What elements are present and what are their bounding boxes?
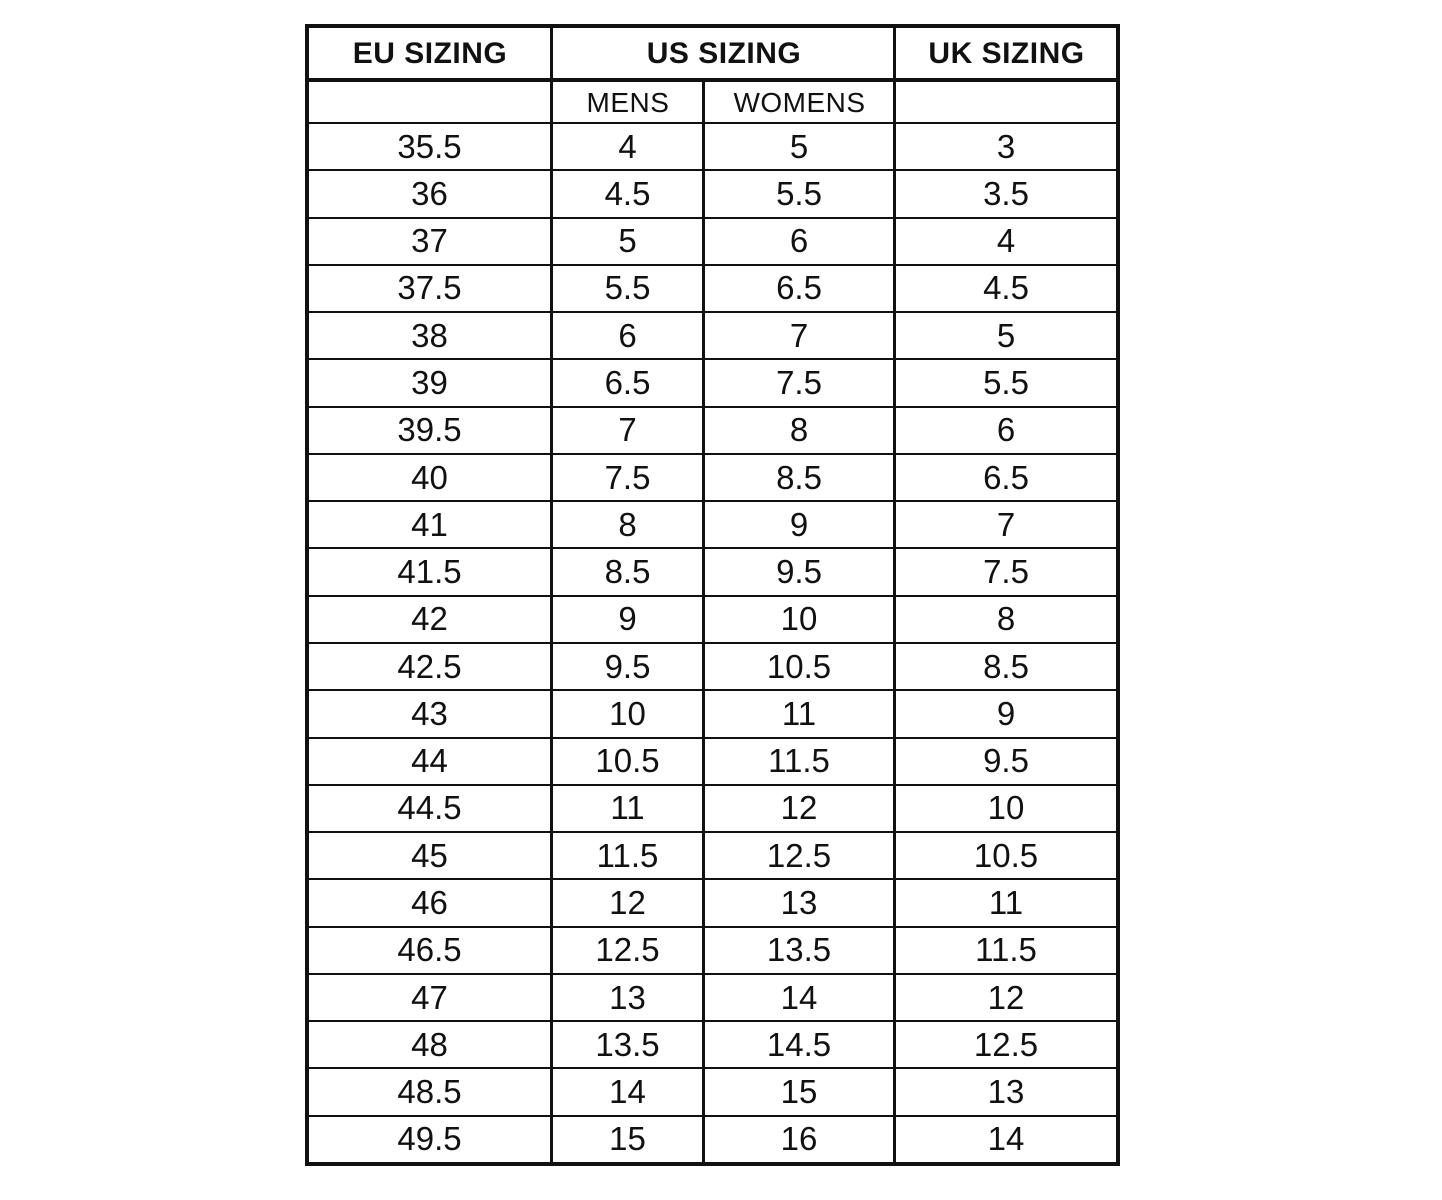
cell-eu: 35.5 [397, 127, 462, 165]
cell-eu: 42.5 [397, 647, 462, 685]
cell-us-mens: 6.5 [604, 363, 651, 401]
cell-us-womens: 9 [789, 505, 809, 543]
cell-us-womens: 7 [789, 316, 809, 354]
cell-us-womens: 6 [789, 222, 809, 260]
cell-uk: 4.5 [983, 269, 1029, 307]
cell-eu: 36 [411, 174, 448, 212]
cell-eu: 47 [411, 978, 448, 1016]
cell-us-womens: 12.5 [766, 836, 832, 874]
header-eu-sizing: EU SIZING [352, 37, 508, 70]
cell-eu: 44 [411, 742, 448, 780]
cell-uk: 7.5 [983, 553, 1029, 591]
cell-eu: 48.5 [397, 1073, 462, 1111]
cell-uk: 9 [996, 694, 1016, 732]
cell-us-womens: 13 [780, 883, 818, 921]
header-uk-sizing: UK SIZING [928, 37, 1085, 70]
cell-eu: 42 [411, 600, 448, 638]
size-chart [305, 24, 1120, 1166]
cell-us-mens: 10.5 [595, 742, 660, 780]
cell-eu: 39.5 [397, 411, 462, 449]
cell-uk: 11.5 [975, 931, 1037, 969]
cell-uk: 3 [996, 127, 1016, 165]
cell-eu: 41.5 [397, 553, 462, 591]
cell-uk: 10.5 [973, 836, 1039, 874]
cell-us-mens: 9.5 [604, 647, 651, 685]
cell-uk: 14 [987, 1120, 1025, 1158]
cell-uk: 13 [987, 1073, 1025, 1111]
cell-us-mens: 13.5 [595, 1025, 660, 1063]
header-us-sizing: US SIZING [646, 37, 802, 70]
cell-eu: 39 [411, 363, 448, 401]
cell-uk: 8 [996, 600, 1016, 638]
cell-us-womens: 7.5 [776, 363, 822, 401]
cell-eu: 46.5 [397, 931, 462, 969]
cell-uk: 7 [996, 505, 1016, 543]
cell-us-womens: 11.5 [768, 742, 830, 780]
cell-eu: 37 [411, 222, 448, 260]
cell-uk: 10 [987, 789, 1025, 827]
cell-uk: 6 [996, 411, 1016, 449]
cell-us-mens: 11.5 [596, 836, 659, 874]
cell-uk: 12 [987, 978, 1025, 1016]
cell-us-womens: 8.5 [776, 458, 822, 496]
cell-eu: 43 [411, 694, 448, 732]
cell-uk: 3.5 [983, 174, 1029, 212]
cell-eu: 37.5 [397, 269, 462, 307]
cell-us-womens: 10 [780, 600, 818, 638]
cell-us-mens: 8 [618, 505, 637, 543]
cell-us-mens: 5 [618, 222, 637, 260]
cell-us-mens: 5.5 [604, 269, 651, 307]
cell-us-womens: 12 [780, 789, 818, 827]
cell-uk: 8.5 [983, 647, 1029, 685]
cell-us-mens: 7 [618, 411, 637, 449]
cell-us-womens: 5.5 [776, 174, 822, 212]
cell-us-mens: 6 [618, 316, 637, 354]
cell-us-mens: 12.5 [595, 931, 660, 969]
cell-uk: 11 [988, 883, 1024, 921]
cell-us-womens: 14.5 [766, 1025, 832, 1063]
cell-eu: 49.5 [397, 1120, 462, 1158]
cell-eu: 45 [411, 836, 448, 874]
cell-eu: 48 [411, 1025, 448, 1063]
cell-us-mens: 9 [618, 600, 637, 638]
cell-us-mens: 7.5 [604, 458, 651, 496]
cell-uk: 12.5 [973, 1025, 1039, 1063]
cell-us-mens: 10 [609, 694, 646, 732]
cell-us-womens: 16 [780, 1120, 818, 1158]
cell-us-mens: 4.5 [604, 174, 651, 212]
cell-us-mens: 12 [609, 883, 646, 921]
cell-uk: 5 [996, 316, 1016, 354]
cell-us-mens: 14 [609, 1073, 646, 1111]
cell-eu: 46 [411, 883, 448, 921]
cell-us-mens: 11 [610, 789, 645, 827]
cell-us-womens: 6.5 [776, 269, 822, 307]
subheader-womens: WOMENS [733, 87, 866, 118]
cell-us-womens: 5 [789, 127, 809, 165]
cell-us-mens: 8.5 [604, 553, 651, 591]
cell-us-mens: 15 [609, 1120, 646, 1158]
cell-uk: 9.5 [983, 742, 1029, 780]
cell-us-womens: 10.5 [766, 647, 832, 685]
cell-us-mens: 4 [618, 127, 637, 165]
cell-us-womens: 11 [781, 694, 817, 732]
cell-us-womens: 13.5 [766, 931, 832, 969]
subheader-mens: MENS [586, 87, 670, 118]
cell-us-womens: 9.5 [776, 553, 822, 591]
cell-us-womens: 15 [780, 1073, 818, 1111]
cell-uk: 6.5 [983, 458, 1029, 496]
cell-us-womens: 14 [780, 978, 818, 1016]
header-divider [305, 78, 1120, 82]
cell-eu: 40 [411, 458, 448, 496]
cell-uk: 4 [996, 222, 1016, 260]
cell-us-womens: 8 [789, 411, 809, 449]
cell-eu: 44.5 [397, 789, 462, 827]
cell-eu: 38 [411, 316, 448, 354]
cell-us-mens: 13 [609, 978, 646, 1016]
cell-uk: 5.5 [983, 363, 1029, 401]
cell-eu: 41 [411, 505, 448, 543]
